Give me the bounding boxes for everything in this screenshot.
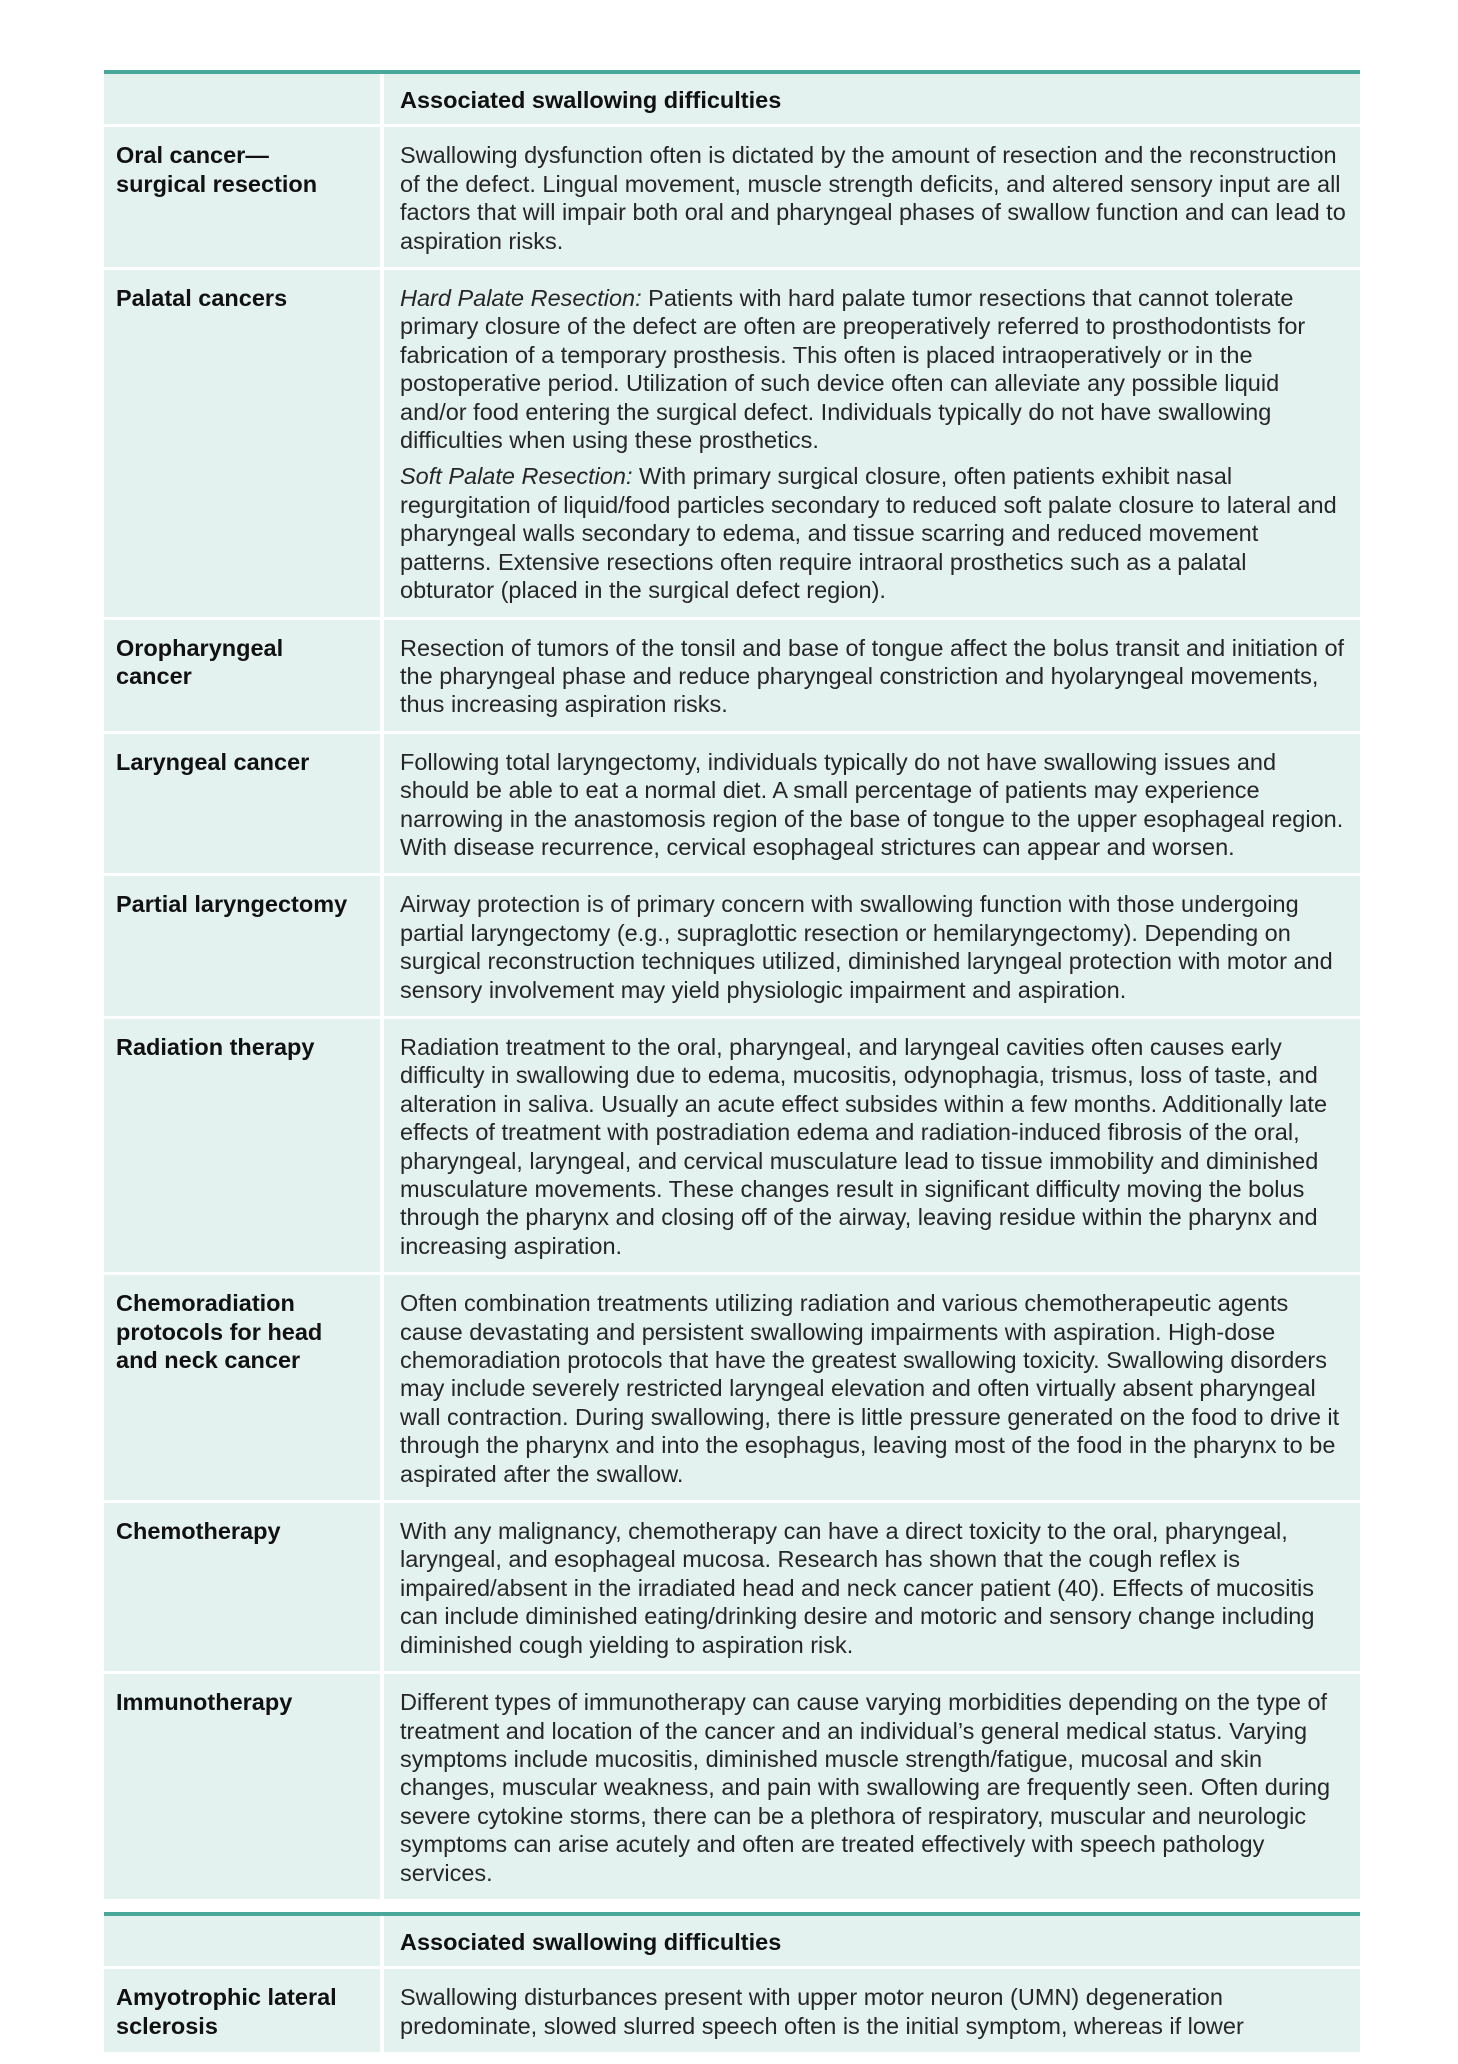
condition-cell — [104, 620, 384, 734]
table-row — [104, 734, 1360, 877]
condition-line: Oral cancer— — [116, 142, 269, 169]
condition-line: cancer — [116, 662, 192, 689]
swallowing-table-neuro — [104, 1912, 1360, 2055]
description-paragraph — [400, 890, 1346, 1004]
paragraph-text: With any malignancy, chemotherapy can have a direct toxicity to the oral, pharyngeal, laryngeal, and esophageal mucosa. Research has shown that the cough reflex is impaired/absent in the irradiated head and neck cancer patient (40). Effects of mucositis can include diminished eating/drinking desire and motoric and sensory change including diminished cough yielding to aspiration risk. — [400, 1518, 1315, 1658]
condition-cell — [104, 127, 384, 270]
condition-line: Amyotrophic lateral — [116, 1984, 337, 2011]
condition-line: Radiation therapy — [116, 1033, 315, 1060]
condition-line: Immunotherapy — [116, 1689, 293, 1716]
description-paragraph — [400, 1688, 1346, 1887]
condition-cell — [104, 876, 384, 1019]
condition-line: Chemoradiation — [116, 1290, 295, 1317]
paragraph-text: Airway protection is of primary concern with swallowing function with those undergoing partial laryngectomy (e.g., supraglottic resection or hemilaryngectomy). Depending on surgical reconstruction techniques utilized, diminished laryngeal protection with motor and sensory involvement may yield physiologic impairment and aspiration. — [400, 891, 1333, 1003]
condition-line: protocols for head — [116, 1318, 323, 1345]
description-cell — [384, 1969, 1360, 2055]
table-header-row — [104, 1916, 1360, 1969]
description-paragraph — [400, 1983, 1346, 2040]
description-cell — [384, 1503, 1360, 1674]
table-row — [104, 620, 1360, 734]
description-paragraph — [400, 634, 1346, 719]
condition-cell — [104, 1674, 384, 1902]
description-paragraph — [400, 284, 1346, 454]
swallowing-table-cancer — [104, 70, 1360, 1902]
paragraph-text: Following total laryngectomy, individuals typically do not have swallowing issues and should be able to eat a normal diet. A small percentage of patients may experience narrowing in the anastomosis region of the base of tongue to the upper esophageal region. With disease recurrence, cervical esophageal strictures can appear and worsen. — [400, 748, 1344, 860]
condition-line: Palatal cancers — [116, 285, 288, 312]
condition-line: Chemotherapy — [116, 1518, 281, 1545]
description-paragraph — [400, 1289, 1346, 1488]
condition-line: Oropharyngeal — [116, 634, 284, 661]
paragraph-text: Patients with hard palate tumor resections that cannot tolerate primary closure of the defect are often are preoperatively referred to prosthodontists for fabrication of a temporary prosthesis. This often is placed intraoperatively or in the postoperative period. Utilization of such device often can alleviate any possible liquid and/or food entering the surgical defect. Individuals typically do not have swallowing difficulties when using these prosthetics. — [400, 285, 1306, 454]
table-row — [104, 1503, 1360, 1674]
description-paragraph — [400, 1517, 1346, 1659]
table-row — [104, 876, 1360, 1019]
condition-cell — [104, 1275, 384, 1503]
paragraph-text: Often combination treatments utilizing radiation and various chemotherapeutic agents cause devastating and persistent swallowing impairments with aspiration. High-dose chemoradiation protocols that have the greatest swallowing toxicity. Swallowing disorders may include severely restricted laryngeal elevation and often virtually absent pharyngeal wall contraction. During swallowing, there is little pressure generated on the food to drive it through the pharynx and into the esophagus, leaving most of the food in the pharynx to be aspirated after the swallow. — [400, 1290, 1340, 1487]
table-row — [104, 1275, 1360, 1503]
paragraph-text: Swallowing dysfunction often is dictated by the amount of resection and the reconstruction of the defect. Lingual movement, muscle strength deficits, and altered sensory input are all factors that will impair both oral and pharyngeal phases of swallow function and can lead to aspiration risks. — [400, 142, 1346, 254]
table-row — [104, 1969, 1360, 2055]
column-header: Associated swallowing difficulties — [384, 1916, 1360, 1969]
description-cell — [384, 127, 1360, 270]
condition-line: Laryngeal cancer — [116, 748, 310, 775]
paragraph-lead: Soft Palate Resection: — [400, 463, 633, 490]
table-header-row — [104, 74, 1360, 127]
column-header: Associated swallowing difficulties — [384, 74, 1360, 127]
description-cell — [384, 876, 1360, 1019]
paragraph-lead: Hard Palate Resection: — [400, 285, 642, 312]
table-row — [104, 1019, 1360, 1275]
description-paragraph — [400, 1033, 1346, 1260]
document-page — [104, 70, 1360, 2039]
description-cell — [384, 1275, 1360, 1503]
description-cell — [384, 734, 1360, 877]
paragraph-text: Radiation treatment to the oral, pharyngeal, and laryngeal cavities often causes early difficulty in swallowing due to edema, mucositis, odynophagia, trismus, loss of taste, and alteration in saliva. Usually an acute effect subsides within a few months. Additionally late effects of treatment with postradiation edema and radiation-induced fibrosis of the oral, pharyngeal, laryngeal, and cervical musculature lead to tissue immobility and diminished musculature movements. These changes result in significant difficulty moving the bolus through the pharynx and closing off of the airway, leaving residue within the pharynx and increasing aspiration. — [400, 1033, 1328, 1259]
description-cell — [384, 270, 1360, 619]
condition-line: surgical resection — [116, 170, 318, 197]
paragraph-text: Different types of immunotherapy can cause varying morbidities depending on the type of treatment and location of the cancer and an individual’s general medical status. Varying symptoms include mucositis, diminished muscle strength/fatigue, mucosal and skin changes, muscular weakness, and pain with swallowing are frequently seen. Often during severe cytokine storms, there can be a plethora of respiratory, muscular and neurologic symptoms can arise acutely and often are treated effectively with speech pathology services. — [400, 1689, 1331, 1886]
table-body — [104, 1969, 1360, 2055]
header-blank-cell — [104, 1916, 384, 1969]
condition-line: sclerosis — [116, 2012, 218, 2039]
description-paragraph — [400, 462, 1346, 604]
paragraph-text: With primary surgical closure, often patients exhibit nasal regurgitation of liquid/food particles secondary to reduced soft palate closure to lateral and pharyngeal walls secondary to edema, and tissue scarring and reduced movement patterns. Extensive resections often require intraoral prosthetics such as a palatal obturator (placed in the surgical defect region). — [400, 463, 1337, 604]
description-cell — [384, 1019, 1360, 1275]
table-row — [104, 270, 1360, 619]
condition-cell — [104, 1019, 384, 1275]
table-body — [104, 127, 1360, 1902]
condition-cell — [104, 734, 384, 877]
condition-cell — [104, 1503, 384, 1674]
condition-line: Partial laryngectomy — [116, 891, 348, 918]
paragraph-text: Resection of tumors of the tonsil and base of tongue affect the bolus transit and initiation of the pharyngeal phase and reduce pharyngeal constriction and hyolaryngeal movements, thus increasing aspiration risks. — [400, 634, 1345, 718]
description-cell — [384, 620, 1360, 734]
header-blank-cell — [104, 74, 384, 127]
table-row — [104, 127, 1360, 270]
condition-line: and neck cancer — [116, 1347, 301, 1374]
table-row — [104, 1674, 1360, 1902]
description-cell — [384, 1674, 1360, 1902]
paragraph-text: Swallowing disturbances present with upper motor neuron (UMN) degeneration predominate, slowed slurred speech often is the initial symptom, whereas if lower — [400, 1984, 1244, 2039]
condition-cell — [104, 270, 384, 619]
description-paragraph — [400, 141, 1346, 255]
description-paragraph — [400, 748, 1346, 862]
condition-cell — [104, 1969, 384, 2055]
